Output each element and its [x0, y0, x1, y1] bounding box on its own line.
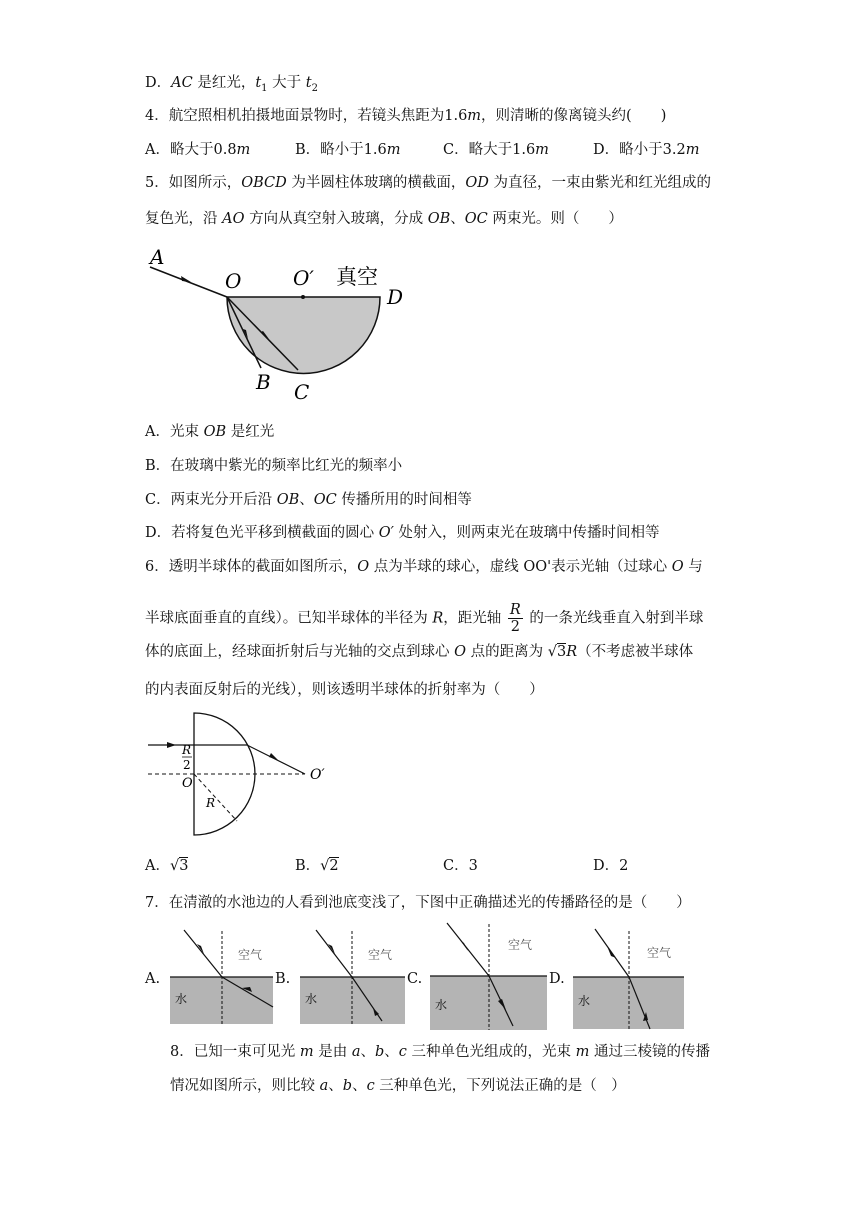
- q6-hemisphere-figure: [145, 707, 335, 840]
- q7-label-a[interactable]: A.: [145, 971, 161, 987]
- svg-text:水: 水: [175, 992, 188, 1006]
- svg-text:空气: 空气: [368, 948, 393, 962]
- label-d: D: [387, 285, 404, 309]
- q3-option-d: D．AC 是红光，$t_1$ 大于 $t_2$: [145, 75, 318, 94]
- refracted-ray: [247, 745, 305, 774]
- label-vacuum: 真空: [336, 265, 378, 289]
- svg-text:空气: 空气: [508, 938, 533, 952]
- q8-stem-line1: 8．已知一束可见光 m 是由 a、b、c 三种单色光组成的，光束 m 通过三棱镜的传播: [170, 1044, 710, 1060]
- label-b: B: [256, 370, 271, 394]
- q5-option-a[interactable]: A．光束 OB 是红光: [145, 424, 275, 440]
- q6-option-d[interactable]: D．2: [593, 858, 629, 874]
- refracted-arrow: [269, 753, 278, 760]
- label-o: O: [225, 269, 242, 293]
- incident-arrow: [167, 742, 176, 748]
- q5-stem-line2: 复色光，沿 AO 方向从真空射入玻璃，分成 OB、OC 两束光。则（ ）: [145, 211, 623, 227]
- incident-ray: [150, 267, 227, 297]
- svg-text:水: 水: [435, 998, 448, 1012]
- q7-figures: [145, 925, 690, 1032]
- fig-label-2: 2: [183, 758, 191, 772]
- q7-figure-c[interactable]: [430, 919, 550, 1032]
- sqrt-symbol: √: [547, 644, 557, 660]
- q7-figure-a[interactable]: [170, 925, 275, 1025]
- q6-option-a[interactable]: A．√3: [145, 858, 189, 874]
- fig-label-o: O: [182, 776, 193, 791]
- q6-stem-line2: 半球底面垂直的直线）。已知半球体的半径为 R，距光轴 $\frac{R}{2}$ 的一条光线垂直入射到半球: [145, 602, 704, 635]
- hemisphere-outline: [194, 713, 255, 835]
- q4-option-b[interactable]: B．略小于1.6m: [295, 142, 401, 158]
- fraction-r-over-2: $\frac{R}{2}$: [509, 602, 521, 635]
- incident-arrow: [181, 276, 191, 282]
- q4-option-d[interactable]: D．略小于3.2m: [593, 142, 700, 158]
- q5-stem-line1: 5．如图所示，OBCD 为半圆柱体玻璃的横截面，OD 为直径，一束由紫光和红光组成的: [145, 175, 712, 191]
- q7-figure-d[interactable]: [573, 925, 685, 1031]
- q7-stem: 7．在清澈的水池边的人看到池底变浅了，下图中正确描述光的传播路径的是（ ）: [145, 895, 691, 911]
- radius-line: [194, 774, 237, 821]
- label-c: C: [294, 380, 310, 404]
- center-dot: [301, 295, 305, 299]
- label-a: A: [150, 245, 165, 269]
- q7-label-b[interactable]: B.: [275, 971, 291, 987]
- q4-option-c[interactable]: C．略大于1.6m: [443, 142, 549, 158]
- label-o-prime: O′: [293, 266, 314, 290]
- q7-label-c[interactable]: C.: [407, 971, 423, 987]
- q6-option-b[interactable]: B．√2: [295, 858, 339, 874]
- q5-option-b[interactable]: B．在玻璃中紫光的频率比红光的频率小: [145, 458, 403, 474]
- q7-label-d[interactable]: D.: [549, 971, 565, 987]
- fig-label-r: R: [206, 796, 216, 810]
- svg-text:空气: 空气: [647, 946, 672, 960]
- fig-label-r-num: R: [182, 743, 192, 757]
- fig-label-o-prime: O′: [310, 767, 325, 783]
- q4-option-a[interactable]: A．略大于0.8m: [145, 142, 251, 158]
- q7-figure-b[interactable]: [300, 925, 407, 1025]
- q5-option-c[interactable]: C．两束光分开后沿 OB、OC 传播所用的时间相等: [145, 492, 472, 508]
- q5-option-d[interactable]: D．若将复色光平移到横截面的圆心 O′ 处射入，则两束光在玻璃中传播时间相等: [145, 525, 660, 541]
- q6-option-c[interactable]: C．3: [443, 858, 478, 874]
- q8-stem-line2: 情况如图所示，则比较 a、b、c 三种单色光，下列说法正确的是（ ）: [170, 1078, 626, 1094]
- svg-text:空气: 空气: [238, 948, 263, 962]
- glass-semicircle: [227, 297, 380, 373]
- q6-stem-line1: 6．透明半球体的截面如图所示，O 点为半球的球心，虚线 OO'表示光轴（过球心 O 与: [145, 559, 703, 575]
- svg-text:水: 水: [578, 994, 591, 1008]
- q5-semicylinder-figure: [145, 240, 425, 410]
- q6-stem-line3: 体的底面上，经球面折射后与光轴的交点到球心 O 点的距离为 √3R（不考虑被半球体: [145, 644, 694, 660]
- svg-text:水: 水: [305, 992, 318, 1006]
- q6-stem-line4: 的内表面反射后的光线），则该透明半球体的折射率为（ ）: [145, 682, 544, 698]
- q6-options: [145, 856, 745, 878]
- q4-options: [145, 140, 745, 160]
- q4-stem: 4．航空照相机拍摄地面景物时，若镜头焦距为1.6m，则清晰的像离镜头约( ): [145, 108, 667, 124]
